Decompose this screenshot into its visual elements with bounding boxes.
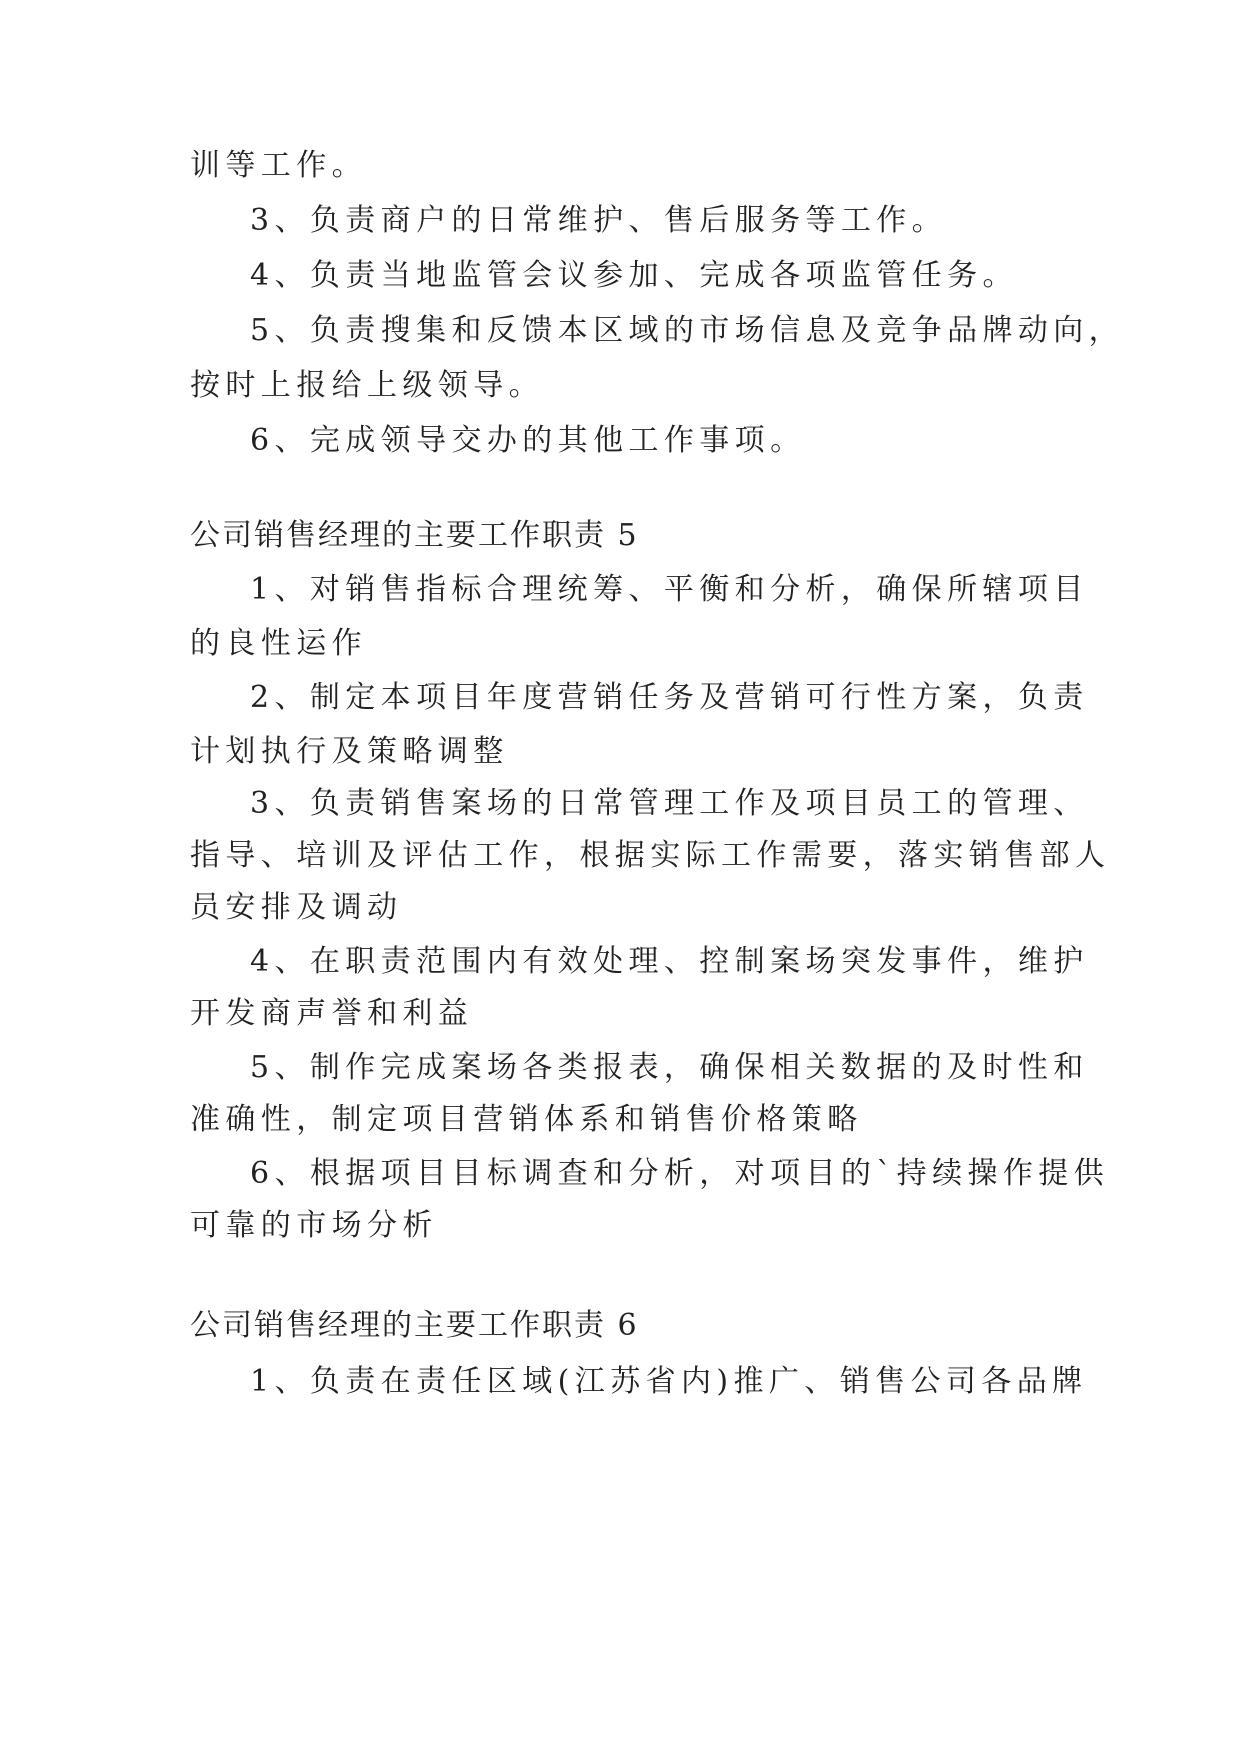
list-item-5-cont: 按时上报给上级领导。 xyxy=(190,368,544,403)
list-item-5-cont: 准确性，制定项目营销体系和销售价格策略 xyxy=(190,1102,863,1137)
section-heading-5: 公司销售经理的主要工作职责 5 xyxy=(190,518,639,553)
list-item-4: 4、在职责范围内有效处理、控制案场突发事件，维护 xyxy=(250,944,1089,979)
paragraph-line: 训等工作。 xyxy=(190,148,367,183)
list-item-3: 3、负责销售案场的日常管理工作及项目员工的管理、 xyxy=(250,786,1089,821)
list-item-1-cont: 的良性运作 xyxy=(190,626,367,661)
section-heading-6: 公司销售经理的主要工作职责 6 xyxy=(190,1308,639,1343)
list-item-5: 5、制作完成案场各类报表，确保相关数据的及时性和 xyxy=(250,1050,1089,1085)
list-item-6: 6、完成领导交办的其他工作事项。 xyxy=(250,423,806,458)
list-item-6: 6、根据项目目标调查和分析，对项目的`持续操作提供 xyxy=(250,1156,1110,1191)
list-item-3-cont: 指导、培训及评估工作，根据实际工作需要，落实销售部人 xyxy=(190,838,1111,873)
list-item-1: 1、负责在责任区域(江苏省内)推广、销售公司各品牌 xyxy=(250,1364,1088,1399)
list-item-1: 1、对销售指标合理统筹、平衡和分析，确保所辖项目 xyxy=(250,572,1089,607)
list-item-3-cont: 员安排及调动 xyxy=(190,890,403,925)
list-item-2: 2、制定本项目年度营销任务及营销可行性方案，负责 xyxy=(250,680,1089,715)
list-item-3: 3、负责商户的日常维护、售后服务等工作。 xyxy=(250,203,948,238)
list-item-5: 5、负责搜集和反馈本区域的市场信息及竞争品牌动向， xyxy=(250,313,1125,348)
list-item-6-cont: 可靠的市场分析 xyxy=(190,1208,438,1243)
list-item-4: 4、负责当地监管会议参加、完成各项监管任务。 xyxy=(250,258,1018,293)
list-item-4-cont: 开发商声誉和利益 xyxy=(190,996,474,1031)
list-item-2-cont: 计划执行及策略调整 xyxy=(190,734,509,769)
